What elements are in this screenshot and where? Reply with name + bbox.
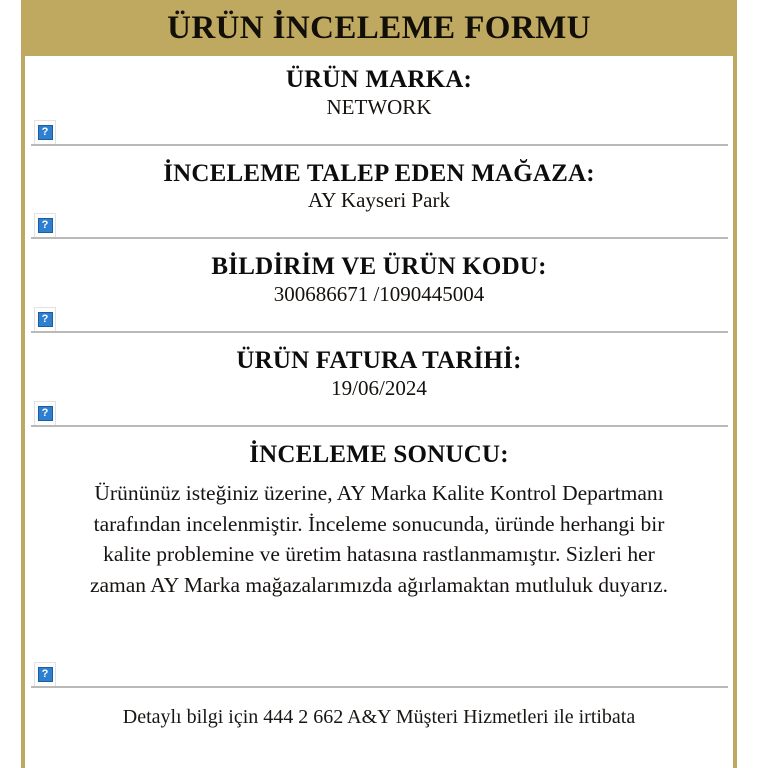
section-heading-fatura-tarihi: ÜRÜN FATURA TARİHİ:	[236, 347, 522, 375]
left-gold-border	[21, 0, 25, 768]
broken-image-icon[interactable]	[34, 307, 56, 332]
broken-image-icon[interactable]	[34, 120, 56, 145]
footer-contact-note: Detaylı bilgi için 444 2 662 A&Y Müşteri Hizmetleri ile irtibata	[122, 706, 636, 729]
placeholder-row-2	[31, 213, 728, 239]
broken-image-glyph: ?	[38, 406, 53, 421]
broken-image-icon[interactable]	[34, 401, 56, 426]
section-urun-marka	[25, 56, 733, 120]
section-heading-talep-eden-magaza: İNCELEME TALEP EDEN MAĞAZA:	[163, 159, 595, 187]
spacer	[25, 600, 733, 662]
spacer	[55, 427, 703, 440]
placeholder-row-1	[31, 120, 728, 146]
broken-image-glyph: ?	[38, 667, 53, 682]
section-inceleme-sonucu	[25, 427, 733, 601]
broken-image-icon[interactable]	[34, 662, 56, 687]
broken-image-icon[interactable]	[34, 213, 56, 238]
section-bildirim-urun-kodu	[25, 239, 733, 307]
spacer	[55, 56, 703, 65]
section-value-urun-marka: NETWORK	[326, 94, 432, 119]
section-heading-inceleme-sonucu: İNCELEME SONUCU:	[249, 440, 509, 468]
section-fatura-tarihi	[25, 333, 733, 401]
placeholder-row-4	[31, 401, 728, 427]
spacer	[55, 239, 703, 252]
section-value-bildirim-urun-kodu: 300686671 /1090445004	[273, 281, 485, 306]
placeholder-row-5	[31, 662, 728, 688]
right-gold-border	[733, 0, 737, 768]
spacer	[55, 146, 703, 159]
section-value-fatura-tarihi: 19/06/2024	[331, 375, 427, 400]
broken-image-glyph: ?	[38, 218, 53, 233]
section-talep-eden-magaza	[25, 146, 733, 214]
page-title: ÜRÜN İNCELEME FORMU	[167, 9, 591, 46]
spacer	[55, 333, 703, 346]
section-divider	[31, 686, 728, 688]
section-heading-bildirim-urun-kodu: BİLDİRİM VE ÜRÜN KODU:	[211, 253, 547, 281]
placeholder-row-3	[31, 307, 728, 333]
broken-image-glyph: ?	[38, 312, 53, 327]
form-header-band	[21, 0, 737, 56]
broken-image-glyph: ?	[38, 125, 53, 140]
section-value-talep-eden-magaza: AY Kayseri Park	[308, 188, 450, 213]
form-body	[25, 56, 733, 768]
section-heading-urun-marka: ÜRÜN MARKA:	[285, 66, 473, 93]
inceleme-sonucu-paragraph: Ürününüz isteğiniz üzerine, AY Marka Kalite Kontrol Departmanı tarafından incelenmiştir. İnceleme sonucunda, üründe herhangi bir kalite problemine ve üretim hatasına rastlanmamıştır. Sizleri her zaman AY Marka mağazalarımızda ağırlamaktan mutluluk duyarız.	[89, 481, 669, 597]
